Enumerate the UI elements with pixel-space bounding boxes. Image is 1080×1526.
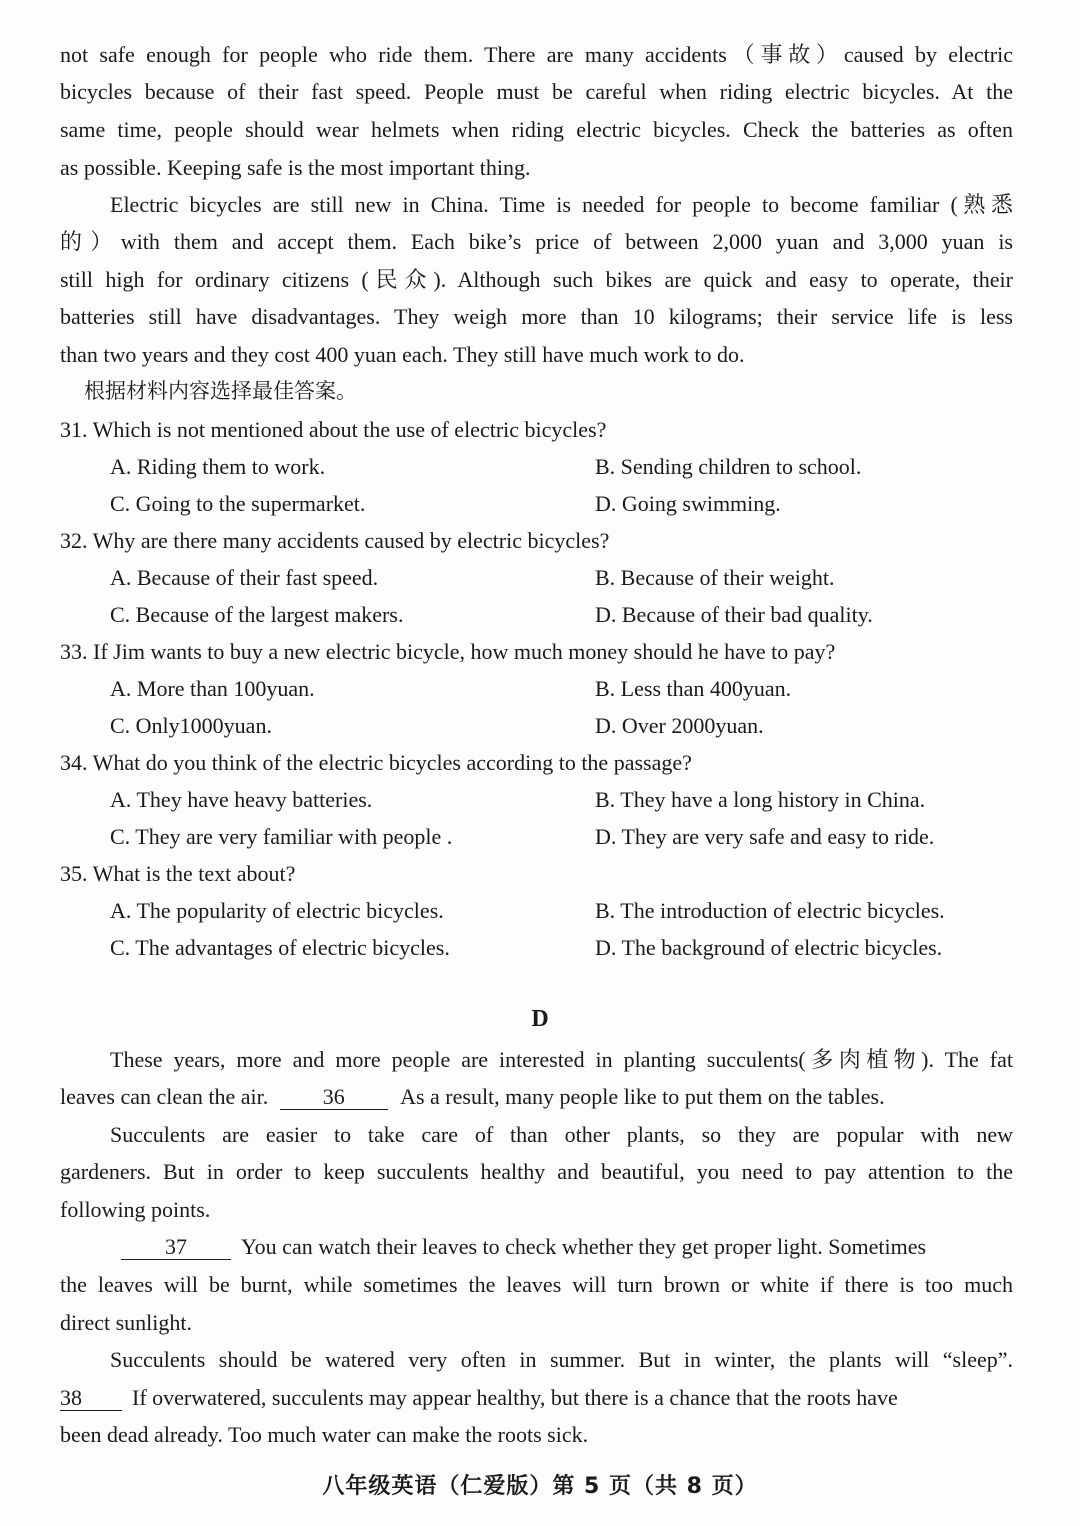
passage-line: been dead already. Too much water can make the roots sick. xyxy=(60,1422,589,1447)
passage-line: batteries still have disadvantages. They weigh more than 10 kilograms; their service life is less xyxy=(60,304,1013,329)
option-c: C. They are very familiar with people . xyxy=(110,824,453,849)
passage-line: the leaves will be burnt, while sometimes the leaves will turn brown or white if there is too much xyxy=(60,1272,1013,1297)
passage-line: gardeners. But in order to keep succulents healthy and beautiful, you need to pay attention to the xyxy=(60,1159,1013,1184)
passage-text: If overwatered, succulents may appear healthy, but there is a chance that the roots have xyxy=(132,1385,898,1410)
question-stem: 31. Which is not mentioned about the use of electric bicycles? xyxy=(60,417,607,442)
passage-line: Electric bicycles are still new in China. Time is needed for people to become familiar (熟悉 xyxy=(110,192,1013,217)
option-c: C. Only1000yuan. xyxy=(110,713,272,738)
option-b: B. Sending children to school. xyxy=(595,454,862,479)
passage-line: as possible. Keeping safe is the most important thing. xyxy=(60,155,531,180)
instruction: 根据材料内容选择最佳答案。 xyxy=(84,379,357,403)
question-stem: 35. What is the text about? xyxy=(60,861,296,886)
question-stem: 34. What do you think of the electric bicycles according to the passage? xyxy=(60,750,692,775)
passage-line: than two years and they cost 400 yuan each. They still have much work to do. xyxy=(60,342,745,367)
page-footer: 八年级英语（仁爱版）第 5 页（共 8 页） xyxy=(322,1474,758,1499)
passage-line-with-blank xyxy=(121,1228,1013,1265)
option-a: A. The popularity of electric bicycles. xyxy=(110,898,444,923)
blank-36: 36 xyxy=(280,1085,388,1110)
blank-37: 37 xyxy=(121,1235,231,1260)
option-b: B. Because of their weight. xyxy=(595,565,835,590)
option-b: B. The introduction of electric bicycles. xyxy=(595,898,945,923)
passage-text: As a result, many people like to put them on the tables. xyxy=(400,1084,885,1109)
option-d: D. They are very safe and easy to ride. xyxy=(595,824,935,849)
passage-text: leaves can clean the air. xyxy=(60,1084,269,1109)
passage-line: Succulents are easier to take care of than other plants, so they are popular with new xyxy=(110,1122,1013,1147)
option-d: D. Going swimming. xyxy=(595,491,781,516)
passage-line: 的）with them and accept them. Each bike’s price of between 2,000 yuan and 3,000 yuan is xyxy=(60,229,1013,254)
passage-line-with-blank xyxy=(60,1078,1013,1115)
option-a: A. Because of their fast speed. xyxy=(110,565,379,590)
option-a: A. They have heavy batteries. xyxy=(110,787,373,812)
passage-line: not safe enough for people who ride them. There are many accidents（事故）caused by electric xyxy=(60,42,1013,67)
blank-38: 38 xyxy=(60,1386,122,1411)
passage-line: same time, people should wear helmets when riding electric bicycles. Check the batteries as often xyxy=(60,117,1013,142)
option-c: C. The advantages of electric bicycles. xyxy=(110,935,450,960)
option-b: B. They have a long history in China. xyxy=(595,787,926,812)
passage-text: You can watch their leaves to check whether they get proper light. Sometimes xyxy=(241,1234,927,1259)
question-stem: 32. Why are there many accidents caused by electric bicycles? xyxy=(60,528,610,553)
passage-line: bicycles because of their fast speed. People must be careful when riding electric bicycles. At the xyxy=(60,79,1013,104)
option-d: D. Over 2000yuan. xyxy=(595,713,764,738)
option-c: C. Because of the largest makers. xyxy=(110,602,404,627)
option-d: D. Because of their bad quality. xyxy=(595,602,873,627)
option-c: C. Going to the supermarket. xyxy=(110,491,366,516)
passage-line: These years, more and more people are interested in planting succulents(多肉植物). The fat xyxy=(110,1047,1013,1072)
passage-line-with-blank xyxy=(60,1379,1013,1416)
option-d: D. The background of electric bicycles. xyxy=(595,935,943,960)
section-heading: D xyxy=(531,1006,549,1032)
passage-line: following points. xyxy=(60,1197,211,1222)
passage-line: still high for ordinary citizens (民众). Although such bikes are quick and easy to operate, their xyxy=(60,267,1013,292)
passage-line: direct sunlight. xyxy=(60,1310,192,1335)
option-a: A. Riding them to work. xyxy=(110,454,326,479)
option-a: A. More than 100yuan. xyxy=(110,676,315,701)
option-b: B. Less than 400yuan. xyxy=(595,676,792,701)
passage-line: Succulents should be watered very often in summer. But in winter, the plants will “sleep”. xyxy=(110,1347,1013,1372)
question-stem: 33. If Jim wants to buy a new electric bicycle, how much money should he have to pay? xyxy=(60,639,836,664)
